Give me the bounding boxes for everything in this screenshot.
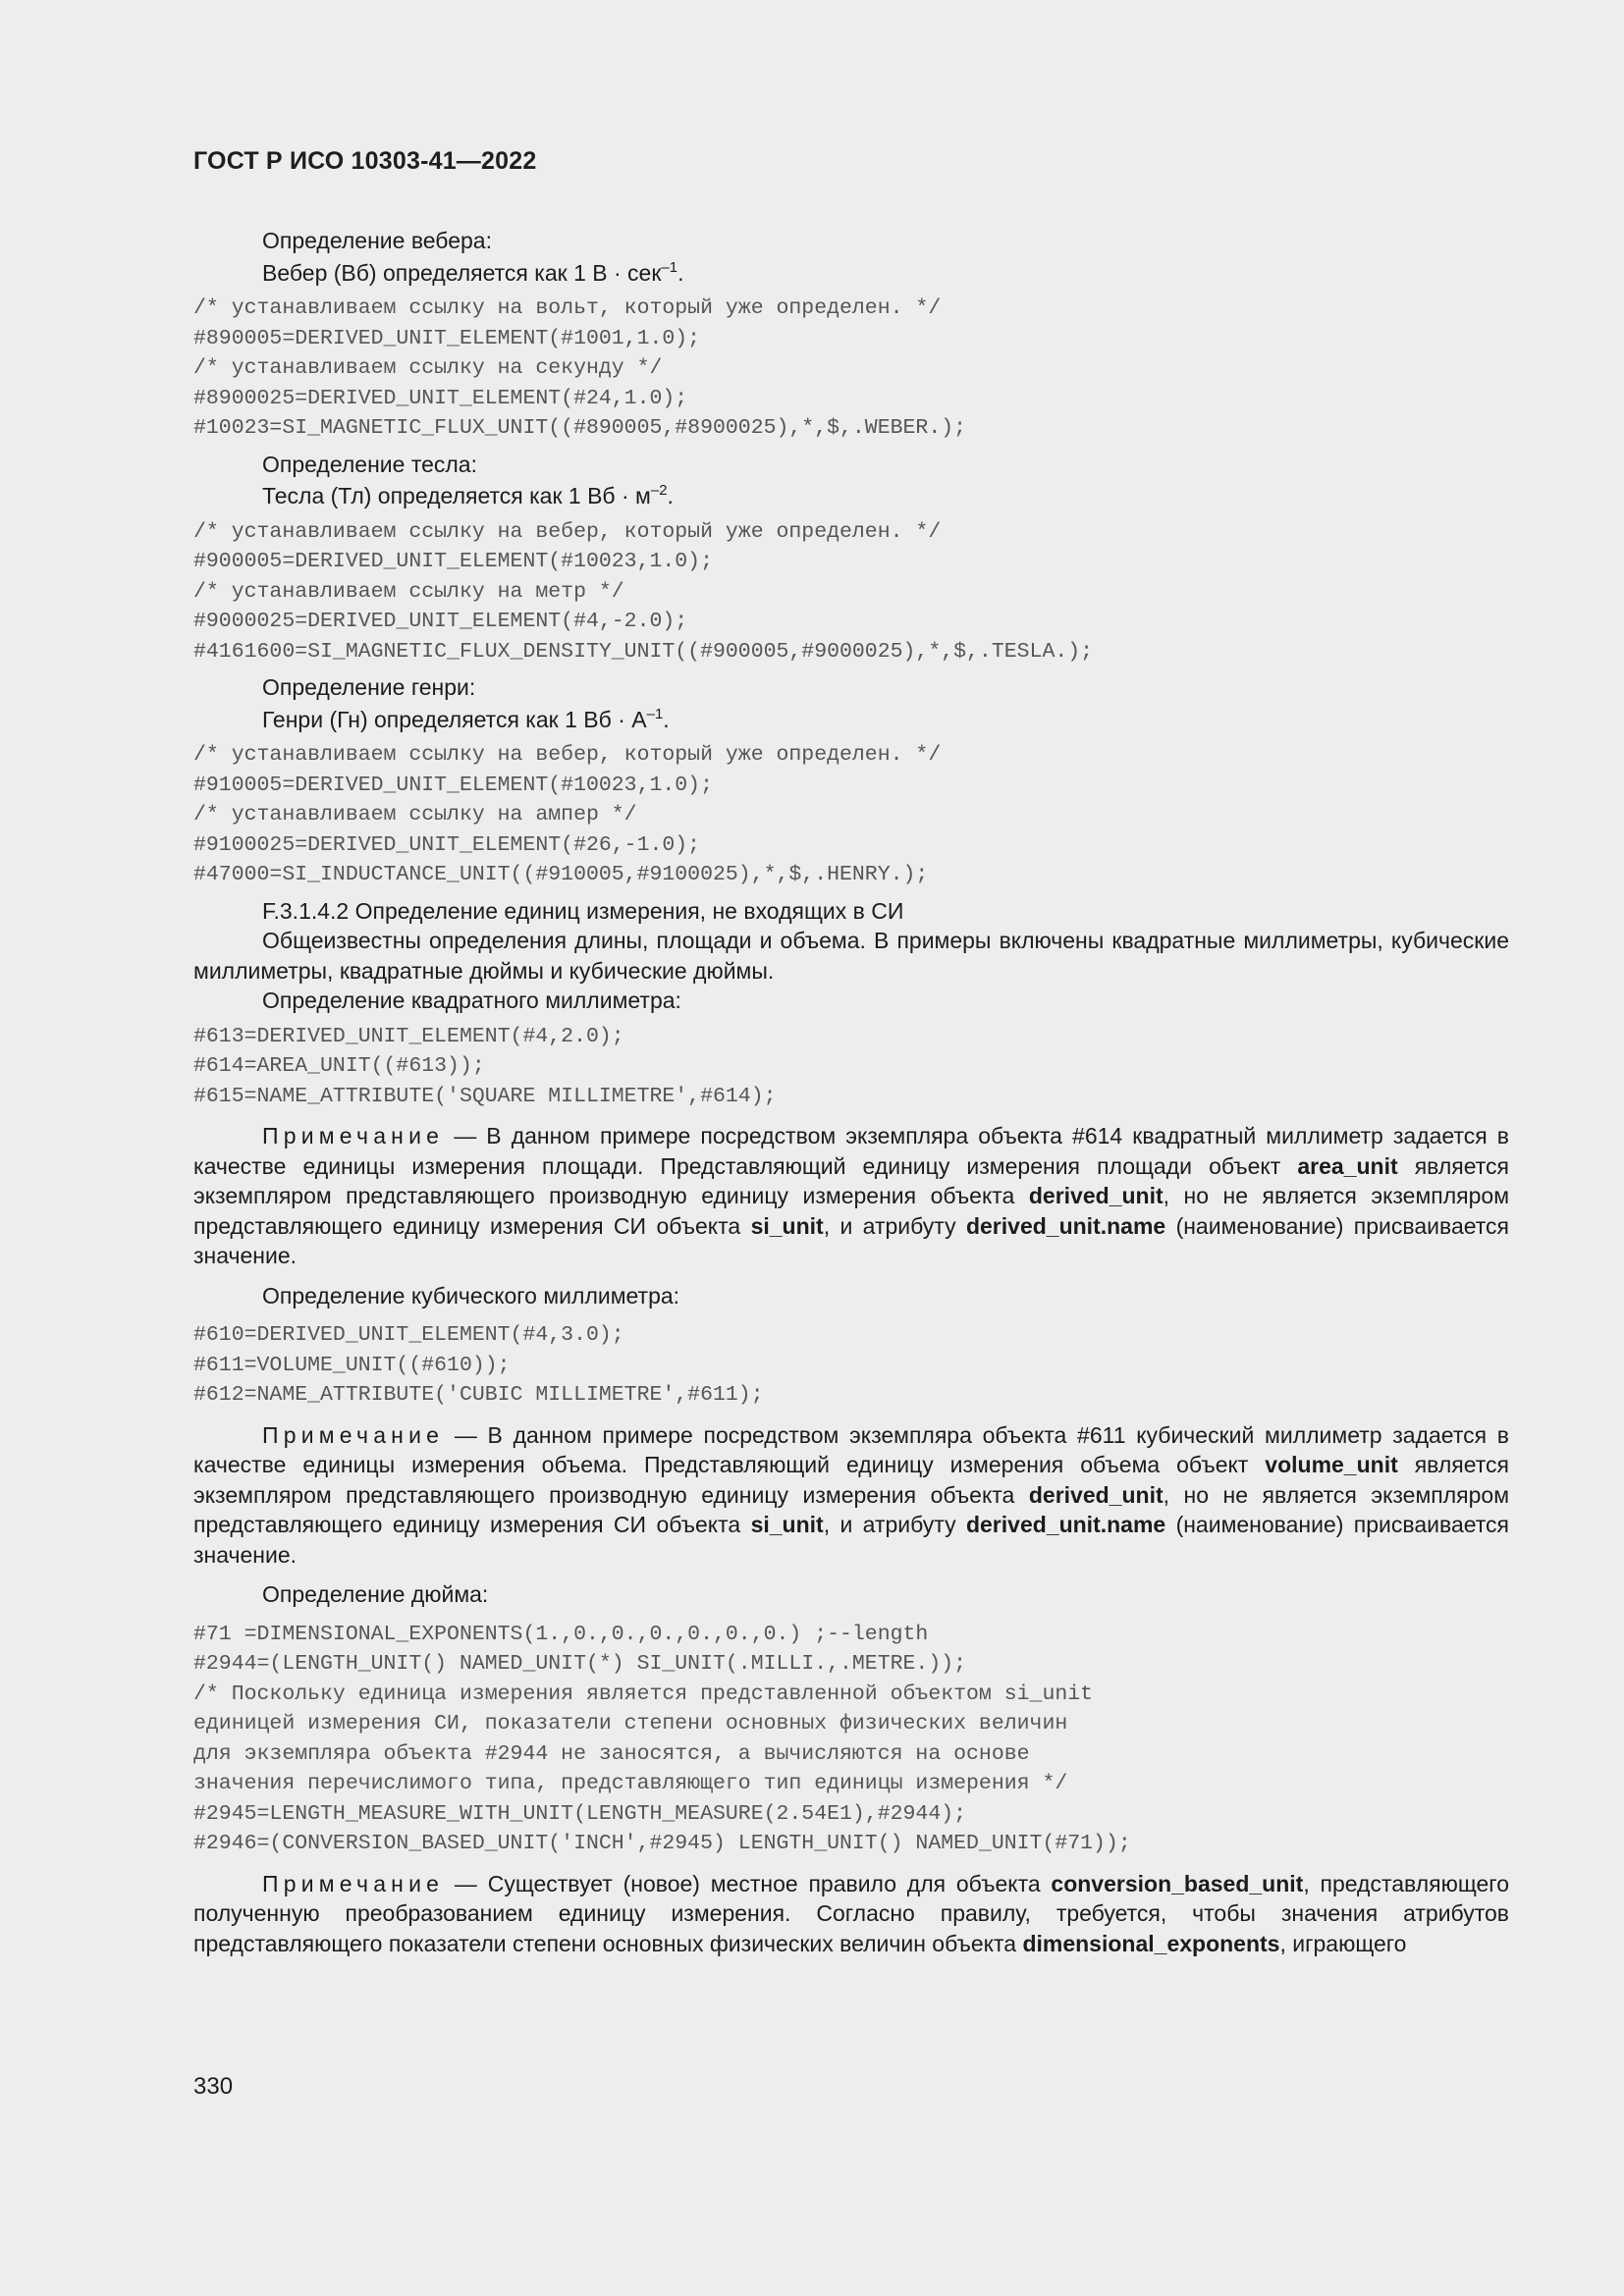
note-term: derived_unit.name <box>965 1512 1166 1537</box>
tesla-def-end: . <box>667 483 674 508</box>
note-term: derived_unit <box>1028 1183 1164 1208</box>
section-intro: Общеизвестны определения длины, площади и объема. В примеры включены квадратные миллиметры, кубические миллиметры, квадратные дюймы и кубические дюймы. <box>193 928 1509 984</box>
page-number: 330 <box>193 2073 234 2100</box>
tesla-heading: Определение тесла: <box>262 451 477 477</box>
henry-def-end: . <box>663 706 670 732</box>
note-term: si_unit <box>750 1212 824 1239</box>
tesla-code-block <box>193 517 1509 667</box>
code-line: #47000=SI_INDUCTANCE_UNIT((#910005,#9100025),*,$,.HENRY.); <box>193 863 929 886</box>
note-text: — В данном примере посредством экземпляра объекта #611 кубический миллиметр задается в качестве единицы измерения объема. Представляющий единицу измерения объема объект <box>193 1421 1509 1477</box>
code-line: #8900025=DERIVED_UNIT_ELEMENT(#24,1.0); <box>193 386 688 410</box>
weber-def-exponent: –1 <box>661 258 678 276</box>
code-line: #614=AREA_UNIT((#613)); <box>193 1054 485 1078</box>
code-line: /* Поскольку единица измерения является представленной объектом si_unit <box>193 1682 1094 1706</box>
code-line: /* устанавливаем ссылку на секунду */ <box>193 356 663 380</box>
code-line: /* устанавливаем ссылку на вебер, который уже определен. */ <box>193 519 942 544</box>
sq-mm-note <box>193 1121 1509 1271</box>
code-line: #615=NAME_ATTRIBUTE('SQUARE MILLIMETRE',#614); <box>193 1084 777 1108</box>
inch-note <box>193 1869 1509 1959</box>
note-text: , представляющего полученную преобразованием единицу измерения. Согласно правилу, требуется, чтобы значения атрибутов представляющего показатели степени основных физических величин объекта <box>193 1870 1509 1956</box>
sq-mm-code-block <box>193 1022 1509 1112</box>
code-line: #4161600=SI_MAGNETIC_FLUX_DENSITY_UNIT((#900005,#9000025),*,$,.TESLA.); <box>193 639 1094 664</box>
note-term: dimensional_exponents <box>1022 1930 1280 1956</box>
code-line: #890005=DERIVED_UNIT_ELEMENT(#1001,1.0); <box>193 326 701 350</box>
note-text: , но не является экземпляром представляющего единицу измерения СИ объекта <box>193 1481 1510 1537</box>
note-text: — Существует (новое) местное правило для объекта <box>444 1870 1052 1896</box>
code-line: #9000025=DERIVED_UNIT_ELEMENT(#4,-2.0); <box>193 610 688 633</box>
code-line: #2946=(CONVERSION_BASED_UNIT('INCH',#2945) LENGTH_UNIT() NAMED_UNIT(#71)); <box>193 1832 1131 1855</box>
cu-mm-note <box>193 1420 1509 1571</box>
henry-code-block <box>193 740 1509 890</box>
note-text: , играющего <box>1279 1930 1407 1956</box>
note-term: derived_unit.name <box>965 1212 1166 1239</box>
code-line: значения перечислимого типа, представляющего тип единицы измерения */ <box>193 1772 1068 1795</box>
code-line: #610=DERIVED_UNIT_ELEMENT(#4,3.0); <box>193 1323 624 1347</box>
cu-mm-heading: Определение кубического миллиметра: <box>262 1282 680 1308</box>
note-text: — В данном примере посредством экземпляра объекта #614 квадратный миллиметр задается в качестве единицы измерения площади. Представляющий единицу измерения площади объект <box>193 1123 1509 1179</box>
note-label: Примечание <box>262 1870 445 1896</box>
note-text: , но не является экземпляром представляющего единицу измерения СИ объекта <box>193 1183 1510 1239</box>
tesla-definition <box>193 481 1509 511</box>
sq-mm-heading: Определение квадратного миллиметра: <box>262 988 681 1013</box>
code-line: #10023=SI_MAGNETIC_FLUX_UNIT((#890005,#8900025),*,$,.WEBER.); <box>193 416 967 440</box>
inch-heading: Определение дюйма: <box>262 1581 489 1607</box>
weber-definition <box>193 258 1509 289</box>
inch-code-block <box>193 1620 1509 1859</box>
note-text: является экземпляром представляющего производную единицу измерения объекта <box>193 1152 1510 1208</box>
code-line: /* устанавливаем ссылку на ампер */ <box>193 803 637 827</box>
henry-def-exponent: –1 <box>646 705 664 722</box>
code-line: #9100025=DERIVED_UNIT_ELEMENT(#26,-1.0); <box>193 832 701 857</box>
weber-def-text: Вебер (Вб) определяется как 1 В · сек <box>262 259 662 286</box>
tesla-def-exponent: –2 <box>650 482 668 499</box>
note-text: является экземпляром представляющего производную единицу измерения объекта <box>193 1452 1509 1508</box>
code-line: #2945=LENGTH_MEASURE_WITH_UNIT(LENGTH_MEASURE(2.54E1),#2944); <box>193 1801 967 1826</box>
note-text: (наименование) присваивается значение. <box>193 1512 1509 1568</box>
note-term: derived_unit <box>1028 1481 1164 1508</box>
code-line: #612=NAME_ATTRIBUTE('CUBIC MILLIMETRE',#611); <box>193 1383 764 1407</box>
code-line: для экземпляра объекта #2944 не заносятся, а вычисляются на основе <box>193 1741 1030 1766</box>
code-line: /* устанавливаем ссылку на вебер, который уже определен. */ <box>193 743 942 767</box>
henry-def-text: Генри (Гн) определяется как 1 Вб · А <box>262 706 647 732</box>
note-label: Примечание <box>262 1123 445 1148</box>
cu-mm-code-block <box>193 1320 1509 1411</box>
note-term: area_unit <box>1297 1152 1398 1179</box>
document-header: ГОСТ Р ИСО 10303-41—2022 <box>193 147 537 175</box>
document-body <box>193 226 1509 1958</box>
code-line: #613=DERIVED_UNIT_ELEMENT(#4,2.0); <box>193 1024 624 1048</box>
code-line: #2944=(LENGTH_UNIT() NAMED_UNIT(*) SI_UNIT(.MILLI.,.METRE.)); <box>193 1652 967 1676</box>
code-line: #71 =DIMENSIONAL_EXPONENTS(1.,0.,0.,0.,0.,0.,0.) ;--length <box>193 1622 929 1646</box>
note-text: , и атрибуту <box>823 1512 966 1537</box>
henry-heading: Определение генри: <box>262 674 476 700</box>
code-line: #900005=DERIVED_UNIT_ELEMENT(#10023,1.0); <box>193 550 713 573</box>
weber-code-block <box>193 294 1509 444</box>
henry-definition <box>193 705 1509 735</box>
section-title: F.3.1.4.2 Определение единиц измерения, не входящих в СИ <box>262 897 904 924</box>
code-line: единицей измерения СИ, показатели степени основных физических величин <box>193 1712 1068 1735</box>
note-label: Примечание <box>262 1421 445 1448</box>
note-term: volume_unit <box>1265 1452 1398 1477</box>
weber-def-end: . <box>677 259 684 286</box>
code-line: #910005=DERIVED_UNIT_ELEMENT(#10023,1.0); <box>193 773 713 797</box>
note-text: , и атрибуту <box>823 1212 966 1239</box>
code-line: #611=VOLUME_UNIT((#610)); <box>193 1353 511 1377</box>
note-text: (наименование) присваивается значение. <box>193 1212 1509 1268</box>
weber-heading: Определение вебера: <box>262 228 492 253</box>
code-line: /* устанавливаем ссылку на метр */ <box>193 579 624 604</box>
code-line: /* устанавливаем ссылку на вольт, который уже определен. */ <box>193 296 942 320</box>
note-term: conversion_based_unit <box>1051 1870 1304 1896</box>
tesla-def-text: Тесла (Тл) определяется как 1 Вб · м <box>262 483 651 508</box>
note-term: si_unit <box>750 1512 824 1537</box>
